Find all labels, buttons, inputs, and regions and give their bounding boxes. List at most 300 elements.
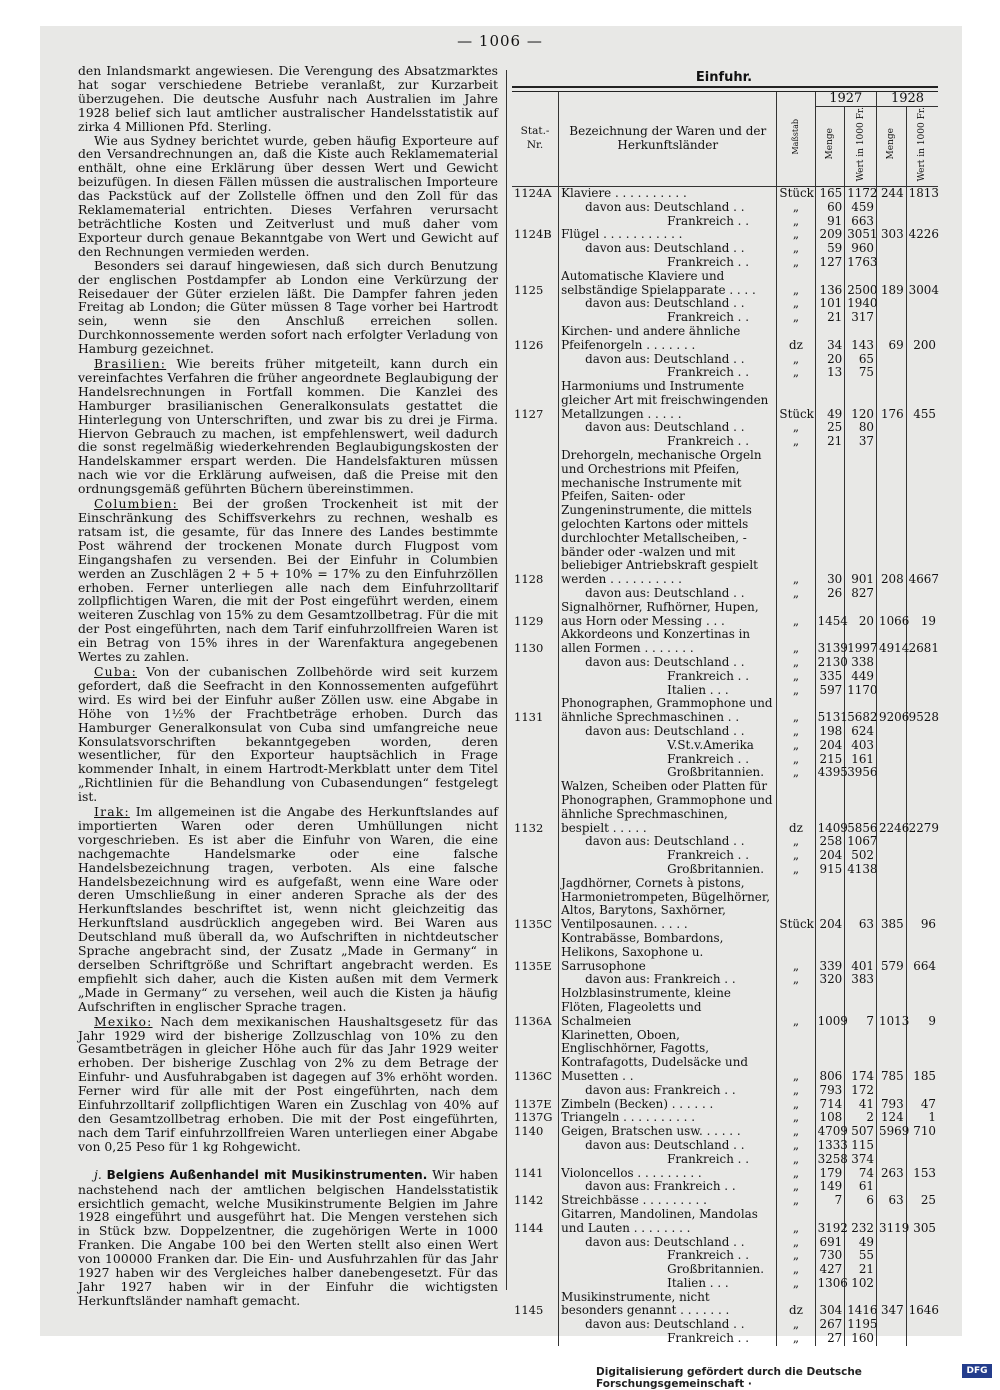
unit-cell: „ <box>777 656 815 670</box>
unit-cell: „ <box>777 863 815 877</box>
unit-cell: „ <box>777 739 815 753</box>
description-cell: Frankreich . . <box>559 753 777 767</box>
menge-1927-cell: 34 <box>815 325 845 353</box>
stat-nr-cell: 1132 <box>512 780 559 835</box>
paragraph-text: Wie aus Sydney berichtet wurde, geben häufig Exporteure auf den Versandrechnungen an, daß die Kiste auch Reklamematerial enthält, ohne eine Erklärung über dessen Wert und Gewicht beizufügen. In diesen Fällen müssen die australischen Importeure das Packstück auf der Zollstelle öffnen und den Zoll für das Reklamematerial entrichten. Dieses Verfahren verursacht beträchtliche Kosten und Zeitverlust und muß daher vom Exporteur durch genaue Bekanntgabe von Wert und Gewicht auf den Rechnungen vermieden werden. <box>78 132 498 259</box>
menge-1928-cell: 385 <box>877 877 907 932</box>
wert-1928-cell: 1646 <box>908 1303 939 1318</box>
stat-nr-cell: 1136C <box>512 1029 559 1084</box>
description-cell: davon aus: Frankreich . . <box>559 973 777 987</box>
menge-1927-cell: 179 <box>815 1167 845 1181</box>
wert-1927-cell: 827 <box>845 587 877 601</box>
unit-cell: „ <box>777 353 815 367</box>
unit-cell: „ <box>777 932 815 973</box>
menge-1927-cell: 691 <box>815 1236 845 1250</box>
stat-nr-cell: 1127 <box>512 380 559 421</box>
wert-1927-cell: 37 <box>845 435 877 449</box>
unit-cell: „ <box>777 628 815 656</box>
stat-nr-cell: 1129 <box>512 601 559 629</box>
description-cell: Geigen, Bratschen usw. . . . . . <box>559 1125 777 1139</box>
wert-1928-cell <box>906 256 938 270</box>
wert-1927-cell: 120 <box>845 380 877 421</box>
stat-nr-cell: 1130 <box>512 628 559 656</box>
description-cell: Frankreich . . <box>559 366 777 380</box>
wert-1927-cell: 507 <box>845 1125 877 1139</box>
wert-1928-cell: 200 <box>913 337 936 352</box>
wert-1928-cell <box>906 366 938 380</box>
unit-cell: „ <box>777 1236 815 1250</box>
menge-1928-cell <box>877 201 907 215</box>
menge-1927-cell: 3258 <box>815 1153 845 1167</box>
unit-cell: „ <box>777 1208 815 1236</box>
table-row <box>512 670 938 684</box>
menge-1927-cell: 91 <box>815 215 845 229</box>
import-table-body <box>512 186 938 1345</box>
wert-1928-cell: 2681 <box>908 641 939 656</box>
menge-1928-cell: 9206 <box>877 697 907 725</box>
paragraph-text: Von der cubanischen Zollbehörde wird seit kurzem gefordert, daß die Seefracht in den Konnossementen aufgeführt wird. Es wird bei der Einfuhr außer Zöllen usw. eine Abgabe in Höhe von 1½% der Frachtbeträge erhoben. Durch das Hamburger Generalkonsulat von Cuba sind umfangreiche neue Konsulatsvorschriften bekanntgegeben worden, deren wesentlicher, für den Exporteur hauptsächlich in Frage kommender Inhalt, in einem Hartrodt-Merkblatt unter dem Titel „Richtlinien für die Behandlung von Cubasendungen“ festgelegt ist. <box>78 663 498 805</box>
wert-1928-cell <box>906 242 938 256</box>
description-cell: davon aus: Deutschland . . <box>559 1139 777 1153</box>
stat-nr-cell: 1126 <box>512 325 559 353</box>
menge-1927-cell: 427 <box>815 1263 845 1277</box>
table-row <box>512 863 938 877</box>
wert-1928-cell: 47 <box>920 1096 936 1111</box>
description-cell: davon aus: Deutschland . . <box>559 297 777 311</box>
menge-1927-cell: 59 <box>815 242 845 256</box>
menge-1928-cell: 793 <box>877 1098 907 1112</box>
unit-cell: dz <box>777 325 815 353</box>
wert-1927-cell: 459 <box>845 201 877 215</box>
wert-1927-cell: 663 <box>845 215 877 229</box>
stat-nr-cell <box>512 311 559 325</box>
menge-1928-cell <box>877 353 907 367</box>
menge-1927-cell: 3139 <box>815 628 845 656</box>
wert-1928-cell: 185 <box>913 1068 936 1083</box>
wert-1927-cell: 1170 <box>845 684 877 698</box>
menge-1928-cell <box>877 1249 907 1263</box>
menge-1928-cell <box>877 1139 907 1153</box>
paragraph-text: Wie bereits früher mitgeteilt, kann durch ein vereinfachtes Verfahren die früher angeordnete Beglaubigung der Handelsrechnungen in Fortfall kommen. Die Kanzlei des Hamburger brasilianischen Generalkonsulats gestattet die Hinterlegung von Unterschriften, und zwar bis zu drei je Firma. Hiervon Gebrauch zu machen, ist empfehlenswert, weil dadurch die sonst regelmäßig wiederkehrenden Beglaubigungskosten der Handelskammer erspart werden. Die Handelsfakturen müssen nach wie vor die Erklärung aufweisen, daß die Preise mit den ordnungsgemäß geführten Büchern übereinstimmen. <box>78 356 498 497</box>
menge-1928-cell <box>877 242 907 256</box>
wert-1927-cell: 75 <box>845 366 877 380</box>
wert-1928-cell: 25 <box>920 1193 936 1208</box>
menge-1927-cell: 204 <box>815 849 845 863</box>
wert-1927-cell: 1416 <box>845 1291 877 1319</box>
stat-nr-cell <box>512 753 559 767</box>
menge-1927-cell: 1454 <box>815 601 845 629</box>
menge-1927-cell: 915 <box>815 863 845 877</box>
menge-1928-cell: 3119 <box>877 1208 907 1236</box>
wert-1927-cell: 3956 <box>845 766 877 780</box>
description-cell: Frankreich . . <box>559 1332 777 1346</box>
paragraph <box>78 259 498 356</box>
wert-1928-cell <box>906 656 938 670</box>
section-j-title: Belgiens Außenhandel mit Musikinstrumenten. <box>106 1167 428 1182</box>
wert-1927-cell: 20 <box>845 601 877 629</box>
wert-1928-cell: 455 <box>913 406 936 421</box>
unit-cell: Stück <box>777 186 815 200</box>
description-cell: Signalhörner, Rufhörner, Hupen, aus Horn oder Messing . . . <box>559 601 777 629</box>
wert-1928-cell <box>906 1180 938 1194</box>
menge-1927-cell: 165 <box>815 186 845 200</box>
section-j-text: Wir haben nachstehend nach der amtlichen belgischen Handelsstatistik ersichtlich gemacht, welche Musikinstrumente Belgien im Jahre 1928 eingeführt und ausgeführt hat. Die Mengen verstehen sich in Stück bzw. Doppelzentner, die zugehörigen Werte in 1000 Franken. Die Angabe 100 bei den Werten stellt also einen Wert von 100000 Franken dar. Die Ein- und Ausfuhrzahlen für das Jahr 1927 haben wir des Vergleiches halber danebengesetzt. Für das Jahr 1927 haben wir in der Einfuhr die wichtigsten Herkunftsländer namhaft gemacht. <box>78 1166 498 1308</box>
description-cell: davon aus: Deutschland . . <box>559 587 777 601</box>
menge-1928-cell: 189 <box>877 270 907 298</box>
unit-cell: „ <box>777 1194 815 1208</box>
menge-1928-cell: 347 <box>877 1291 907 1319</box>
menge-1927-cell: 320 <box>815 973 845 987</box>
unit-cell: „ <box>777 973 815 987</box>
wert-1927-cell: 7 <box>845 987 877 1028</box>
menge-1928-cell <box>877 670 907 684</box>
menge-1928-cell <box>877 435 907 449</box>
table-row <box>512 1208 938 1236</box>
page-number: — 1006 — <box>457 32 543 50</box>
table-row <box>512 753 938 767</box>
stat-nr-cell: 1135E <box>512 932 559 973</box>
stat-nr-cell <box>512 739 559 753</box>
table-row <box>512 297 938 311</box>
stat-nr-cell <box>512 587 559 601</box>
description-cell: davon aus: Deutschland . . <box>559 201 777 215</box>
stat-nr-cell: 1137G <box>512 1111 559 1125</box>
description-cell: V.St.v.Amerika <box>559 739 777 753</box>
menge-1928-cell: 303 <box>877 228 907 242</box>
wert-1927-cell: 41 <box>845 1098 877 1112</box>
stat-nr-cell: 1142 <box>512 1194 559 1208</box>
unit-cell: „ <box>777 766 815 780</box>
description-cell: Zimbeln (Becken) . . . . . . <box>559 1098 777 1112</box>
menge-1928-cell: 263 <box>877 1167 907 1181</box>
table-row <box>512 697 938 725</box>
description-cell: Gitarren, Mandolinen, Mandolas und Lauten . . . . . . . . <box>559 1208 777 1236</box>
menge-1928-cell: 244 <box>877 186 907 200</box>
paragraph <box>78 1015 498 1154</box>
menge-1927-cell: 204 <box>815 877 845 932</box>
menge-1928-cell: 4914 <box>877 628 907 656</box>
wert-1928-cell: 305 <box>913 1220 936 1235</box>
menge-1928-cell <box>877 684 907 698</box>
wert-1928-cell <box>906 1139 938 1153</box>
menge-1927-cell: 127 <box>815 256 845 270</box>
description-cell: davon aus: Frankreich . . <box>559 1084 777 1098</box>
wert-1927-cell: 449 <box>845 670 877 684</box>
wert-1928-cell: 3004 <box>908 282 939 297</box>
menge-1927-cell: 258 <box>815 835 845 849</box>
description-cell: Großbritannien. <box>559 1263 777 1277</box>
unit-cell: „ <box>777 670 815 684</box>
description-cell: Violoncellos . . . . . . . . . <box>559 1167 777 1181</box>
description-cell: Flügel . . . . . . . . . . . <box>559 228 777 242</box>
wert-1927-cell: 232 <box>845 1208 877 1236</box>
description-cell: davon aus: Deutschland . . <box>559 835 777 849</box>
wert-1928-cell: 9528 <box>908 710 939 725</box>
wert-1928-cell <box>906 311 938 325</box>
description-cell: davon aus: Deutschland . . <box>559 242 777 256</box>
left-column-text <box>78 64 498 1308</box>
menge-1928-cell <box>877 849 907 863</box>
wert-1928-cell: 664 <box>913 958 936 973</box>
stat-nr-cell <box>512 215 559 229</box>
stat-nr-cell: 1141 <box>512 1167 559 1181</box>
menge-1927-cell: 20 <box>815 353 845 367</box>
wert-1927-cell: 1940 <box>845 297 877 311</box>
wert-1928-cell: 19 <box>920 613 936 628</box>
table-row <box>512 1249 938 1263</box>
wert-1927-cell: 80 <box>845 421 877 435</box>
unit-cell: „ <box>777 1084 815 1098</box>
description-cell: Frankreich . . <box>559 215 777 229</box>
wert-1927-cell: 6 <box>845 1194 877 1208</box>
stat-nr-cell <box>512 201 559 215</box>
description-cell: Automatische Klaviere und selbständige Spielapparate . . . . <box>559 270 777 298</box>
import-table-grid <box>512 92 938 1346</box>
unit-cell: „ <box>777 1277 815 1291</box>
header-massstab <box>777 92 815 186</box>
paragraph-text: Im allgemeinen ist die Angabe des Herkunftslandes auf importierten Waren oder deren Umhüllungen nicht vorgeschrieben. Es ist aber die Einfuhr von Waren, die eine nachgemachte Handelsmarke oder eine falsche Handelsbezeichnung tragen, verboten. Als eine falsche Handelsbezeichnung wird es aufgefaßt, wenn eine Ware oder deren Umschließung in einer anderen Sprache als der des Herkunftslandes beschriftet ist, wenn nicht gleichzeitig das Herkunftsland ausdrücklich angegeben wird. Bei Waren aus Deutschland muß überall da, wo Aufschriften in nichtdeutscher Sprache angebracht sind, der Zusatz „Made in Germany“ in derselben Schriftgröße und Schriftart angebracht werden. Es empfiehlt sich daher, auch die Kisten außen mit dem Vermerk „Made in Germany“ zu versehen, weil auch die Kisten ja häufig Aufschriften in englischer Sprache tragen. <box>78 804 498 1014</box>
description-cell: Frankreich . . <box>559 256 777 270</box>
stat-nr-cell: 1145 <box>512 1291 559 1319</box>
menge-1927-cell: 339 <box>815 932 845 973</box>
wert-1927-cell: 115 <box>845 1139 877 1153</box>
wert-1927-cell: 2 <box>845 1111 877 1125</box>
wert-1927-cell: 3051 <box>845 228 877 242</box>
paragraph <box>78 665 498 804</box>
wert-1927-cell: 2500 <box>845 270 877 298</box>
menge-1927-cell: 793 <box>815 1084 845 1098</box>
unit-cell: „ <box>777 242 815 256</box>
table-row <box>512 601 938 629</box>
description-cell: Kirchen- und andere ähnliche Pfeifenorgeln . . . . . . . <box>559 325 777 353</box>
unit-cell: „ <box>777 1029 815 1084</box>
description-cell: Frankreich . . <box>559 1249 777 1263</box>
table-row <box>512 1153 938 1167</box>
table-row <box>512 1167 938 1181</box>
unit-cell: „ <box>777 1111 815 1125</box>
wert-1928-cell <box>906 1084 938 1098</box>
wert-1927-cell: 172 <box>845 1084 877 1098</box>
wert-1928-cell <box>906 353 938 367</box>
unit-cell: „ <box>777 987 815 1028</box>
wert-1928-cell <box>906 753 938 767</box>
description-cell: Großbritannien. <box>559 863 777 877</box>
menge-1927-cell: 730 <box>815 1249 845 1263</box>
description-cell: Triangeln . . . . . . . . . . <box>559 1111 777 1125</box>
menge-1927-cell: 27 <box>815 1332 845 1346</box>
description-cell: davon aus: Deutschland . . <box>559 421 777 435</box>
stat-nr-cell: 1140 <box>512 1125 559 1139</box>
menge-1928-cell <box>877 215 907 229</box>
table-row <box>512 1111 938 1125</box>
unit-cell: Stück <box>777 380 815 421</box>
table-row <box>512 1139 938 1153</box>
table-row <box>512 1084 938 1098</box>
menge-1927-cell: 101 <box>815 297 845 311</box>
unit-cell: dz <box>777 1291 815 1319</box>
wert-1928-cell <box>906 835 938 849</box>
unit-cell: „ <box>777 835 815 849</box>
header-menge-1927 <box>815 106 845 186</box>
unit-cell: „ <box>777 587 815 601</box>
description-cell: Drehorgeln, mechanische Orgeln und Orchestrions mit Pfeifen, mechanische Instrumente mit Pfeifen, Saiten- oder Zungeninstrumente, die mittels gelochten Kartons oder mittels durchlochter Metallscheiben, -bänder oder -walzen und mit beliebiger Antriebskraft gespielt werden . . . . . . . . . . <box>559 449 777 587</box>
menge-1927-cell: 30 <box>815 449 845 587</box>
menge-1928-cell <box>877 1236 907 1250</box>
menge-1927-cell: 335 <box>815 670 845 684</box>
table-row <box>512 766 938 780</box>
stat-nr-cell <box>512 1139 559 1153</box>
table-row <box>512 1180 938 1194</box>
wert-1928-cell <box>906 215 938 229</box>
menge-1927-cell: 13 <box>815 366 845 380</box>
wert-1927-cell: 143 <box>845 325 877 353</box>
wert-1927-cell: 49 <box>845 1236 877 1250</box>
menge-1928-cell: 69 <box>877 325 907 353</box>
header-year-1928: 1928 <box>877 92 939 106</box>
description-cell: Frankreich . . <box>559 670 777 684</box>
section-heading: Columbien: <box>94 496 179 512</box>
table-row <box>512 421 938 435</box>
description-cell: Phonographen, Grammophone und ähnliche Sprechmaschinen . . <box>559 697 777 725</box>
menge-1927-cell: 1306 <box>815 1277 845 1291</box>
menge-1928-cell <box>877 835 907 849</box>
stat-nr-cell <box>512 725 559 739</box>
table-row <box>512 1098 938 1112</box>
stat-nr-cell: 1131 <box>512 697 559 725</box>
table-row <box>512 435 938 449</box>
unit-cell: „ <box>777 1125 815 1139</box>
wert-1927-cell: 161 <box>845 753 877 767</box>
stat-nr-cell <box>512 421 559 435</box>
unit-cell: „ <box>777 1139 815 1153</box>
table-title: Einfuhr. <box>695 70 753 85</box>
table-row <box>512 353 938 367</box>
table-row <box>512 366 938 380</box>
menge-1927-cell: 60 <box>815 201 845 215</box>
paragraph-text: Bei der großen Trockenheit ist mit der Einschränkung des Schiffsverkehrs zu rechnen, weshalb es ratsam ist, die gesamte, für das Innere des Landes bestimmte Post während der trockenen Monate durch Flugpost vom Eingangshafen zu versenden. Bei der Einfuhr in Columbien werden an Zuschlägen 2 + 5 + 10% = 17% zu den Einfuhrzöllen erhoben. Ferner unterliegen alle nach dem Einfuhrzolltarif zollpflichtigen Waren, die mit der Post eingeführt werden, einem weiteren Zuschlag von 15% zu dem Gesamtzollbetrag. Für die mit der Post eingeführten, nach dem Tarif einfuhrzollfreien Waren ist ein Betrag von 15% ihres in der Warenfaktura angegebenen Wertes zu zahlen. <box>78 496 498 665</box>
unit-cell: „ <box>777 366 815 380</box>
stat-nr-cell <box>512 256 559 270</box>
wert-1927-cell: 901 <box>845 449 877 587</box>
menge-1928-cell <box>877 753 907 767</box>
unit-cell: „ <box>777 684 815 698</box>
stat-nr-cell <box>512 656 559 670</box>
wert-1928-cell: 96 <box>920 917 936 932</box>
header-wert-1928 <box>906 106 938 186</box>
table-row <box>512 628 938 656</box>
menge-1928-cell <box>877 256 907 270</box>
menge-1928-cell: 579 <box>877 932 907 973</box>
wert-1928-cell: 4226 <box>908 227 939 242</box>
menge-1928-cell <box>877 587 907 601</box>
wert-1928-cell <box>906 435 938 449</box>
header-menge-1928 <box>877 106 907 186</box>
unit-cell: „ <box>777 215 815 229</box>
stat-nr-cell <box>512 1263 559 1277</box>
stat-nr-cell <box>512 1318 559 1332</box>
description-cell: Italien . . . <box>559 684 777 698</box>
wert-1927-cell: 624 <box>845 725 877 739</box>
stat-nr-cell <box>512 297 559 311</box>
unit-cell: „ <box>777 753 815 767</box>
menge-1928-cell <box>877 421 907 435</box>
unit-cell: „ <box>777 256 815 270</box>
dfg-logo: DFG <box>962 1364 992 1378</box>
description-cell: davon aus: Deutschland . . <box>559 353 777 367</box>
header-wert-1927-text: Wert in 1000 Fr. <box>855 106 866 182</box>
wert-1927-cell: 5682 <box>845 697 877 725</box>
menge-1927-cell: 4709 <box>815 1125 845 1139</box>
description-cell: Großbritannien. <box>559 766 777 780</box>
menge-1928-cell <box>877 311 907 325</box>
wert-1928-cell: 1813 <box>908 185 939 200</box>
table-row <box>512 932 938 973</box>
section-j <box>78 1168 498 1308</box>
table-row <box>512 739 938 753</box>
menge-1927-cell: 1009 <box>815 987 845 1028</box>
menge-1928-cell: 208 <box>877 449 907 587</box>
unit-cell: „ <box>777 311 815 325</box>
wert-1927-cell: 401 <box>845 932 877 973</box>
wert-1927-cell: 5856 <box>845 780 877 835</box>
wert-1927-cell: 61 <box>845 1180 877 1194</box>
menge-1928-cell: 124 <box>877 1111 907 1125</box>
wert-1927-cell: 502 <box>845 849 877 863</box>
wert-1927-cell: 63 <box>845 877 877 932</box>
table-row <box>512 780 938 835</box>
table-row <box>512 270 938 298</box>
wert-1928-cell <box>906 684 938 698</box>
description-cell: Walzen, Scheiben oder Platten für Phonographen, Grammophone und ähnliche Sprechmaschinen, bespielt . . . . . <box>559 780 777 835</box>
wert-1928-cell: 1 <box>928 1110 936 1125</box>
menge-1928-cell <box>877 1084 907 1098</box>
description-cell: davon aus: Deutschland . . <box>559 1236 777 1250</box>
menge-1928-cell: 2246 <box>877 780 907 835</box>
header-bezeichnung: Bezeichnung der Waren und der Herkunftsländer <box>559 92 777 186</box>
description-cell: Musikinstrumente, nicht besonders genannt . . . . . . . <box>559 1291 777 1319</box>
paragraph <box>78 134 498 259</box>
table-row <box>512 1029 938 1084</box>
wert-1928-cell <box>906 421 938 435</box>
stat-nr-cell <box>512 684 559 698</box>
table-row <box>512 1125 938 1139</box>
import-table <box>512 92 938 1346</box>
unit-cell: „ <box>777 421 815 435</box>
table-row <box>512 1291 938 1319</box>
description-cell: Akkordeons und Konzertinas in allen Formen . . . . . . . <box>559 628 777 656</box>
table-row <box>512 311 938 325</box>
menge-1927-cell: 5131 <box>815 697 845 725</box>
stat-nr-cell: 1124A <box>512 186 559 200</box>
wert-1927-cell: 102 <box>845 1277 877 1291</box>
stat-nr-cell: 1128 <box>512 449 559 587</box>
column-divider <box>506 70 507 1290</box>
menge-1928-cell <box>877 366 907 380</box>
header-massstab-text: Maßstab <box>790 118 800 155</box>
unit-cell: „ <box>777 1153 815 1167</box>
menge-1927-cell: 3192 <box>815 1208 845 1236</box>
table-row <box>512 1194 938 1208</box>
paragraph <box>78 497 498 664</box>
menge-1927-cell: 714 <box>815 1098 845 1112</box>
wert-1927-cell: 403 <box>845 739 877 753</box>
table-row <box>512 215 938 229</box>
description-cell: Holzblasinstrumente, kleine Flöten, Flageoletts und Schalmeien <box>559 987 777 1028</box>
unit-cell: „ <box>777 697 815 725</box>
menge-1927-cell: 2130 <box>815 656 845 670</box>
header-menge-1928-text: Menge <box>886 128 897 160</box>
table-row <box>512 380 938 421</box>
